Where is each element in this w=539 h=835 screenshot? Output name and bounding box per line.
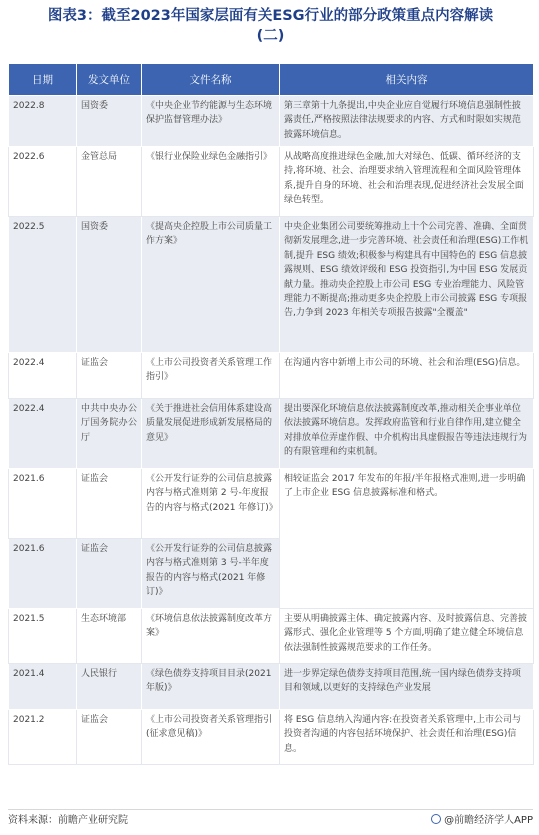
cell-org: 国资委 <box>77 217 142 353</box>
cell-content: 进一步界定绿色债券支持项目范围,统一国内绿色债券支持项目和领域,以更好的支持绿色产业发展 <box>280 664 534 710</box>
cell-content: 将 ESG 信息纳入沟通内容:在投资者关系管理中,上市公司与投资者沟通的内容包括环境保护、社会责任和治理(ESG)信息。 <box>280 710 534 765</box>
cell-date: 2022.4 <box>9 353 77 399</box>
footer <box>8 809 533 828</box>
header-org: 发文单位 <box>77 64 142 96</box>
cell-doc: 《上市公司投资者关系管理工作指引》 <box>142 353 280 399</box>
cell-content: 相较证监会 2017 年发布的年报/半年报格式准则,进一步明确了上市企业 ESG 信息披露标准和格式。 <box>280 469 534 609</box>
cell-date: 2022.4 <box>9 399 77 469</box>
cell-org: 证监会 <box>77 469 142 539</box>
policy-table <box>8 64 534 765</box>
qianzhan-logo-icon <box>431 814 441 824</box>
cell-date: 2021.2 <box>9 710 77 765</box>
cell-org: 人民银行 <box>77 664 142 710</box>
cell-doc: 《公开发行证券的公司信息披露内容与格式准则第 2 号-年度报告的内容与格式(2021 年修订)》 <box>142 469 280 539</box>
cell-org: 中共中央办公厅国务院办公厅 <box>77 399 142 469</box>
cell-org: 生态环境部 <box>77 609 142 664</box>
cell-date: 2022.6 <box>9 147 77 217</box>
table-row <box>9 147 534 217</box>
cell-doc: 《中央企业节约能源与生态环境保护监督管理办法》 <box>142 96 280 147</box>
cell-date: 2022.8 <box>9 96 77 147</box>
cell-date: 2021.4 <box>9 664 77 710</box>
cell-org: 证监会 <box>77 353 142 399</box>
table-row <box>9 399 534 469</box>
table-row <box>9 353 534 399</box>
cell-doc: 《上市公司投资者关系管理指引(征求意见稿)》 <box>142 710 280 765</box>
table-row <box>9 217 534 353</box>
table-row <box>9 609 534 664</box>
table-row <box>9 664 534 710</box>
table-header-row <box>9 64 534 96</box>
header-content: 相关内容 <box>280 64 534 96</box>
cell-date: 2021.6 <box>9 539 77 609</box>
cell-date: 2022.5 <box>9 217 77 353</box>
cell-content: 在沟通内容中新增上市公司的环境、社会和治理(ESG)信息。 <box>280 353 534 399</box>
cell-org: 国资委 <box>77 96 142 147</box>
cell-org: 证监会 <box>77 539 142 609</box>
cell-doc: 《环境信息依法披露制度改革方案》 <box>142 609 280 664</box>
table-row <box>9 469 534 539</box>
table-row <box>9 96 534 147</box>
cell-doc: 《关于推进社会信用体系建设高质量发展促进形成新发展格局的意见》 <box>142 399 280 469</box>
cell-content: 从战略高度推进绿色金融,加大对绿色、低碳、循环经济的支持,将环境、社会、治理要求纳入管理流程和全面风险管理体系,提升自身的环境、社会和治理表现,促进经济社会发展全面绿色转型。 <box>280 147 534 217</box>
cell-doc: 《提高央企控股上市公司质量工作方案》 <box>142 217 280 353</box>
cell-doc: 《绿色债券支持项目目录(2021 年版)》 <box>142 664 280 710</box>
cell-content: 中央企业集团公司要统筹推动上十个公司完善、准确、全面贯彻新发展理念,进一步完善环境、社会责任和治理(ESG)工作机制,提升 ESG 绩效;积极参与构建具有中国特色的 ESG 信息披露规则、ESG 绩效评级和 ESG 投资指引,为中国 ESG 发展贡献力量。推动央企控股上市公司 ESG 专业治理能力、风险管理能力不断提高;推动更多央企控股上市公司披露 ESG 专项报告,力争到 2023 年相关专项报告披露"全覆盖" <box>280 217 534 353</box>
title-line-1: 图表3：截至2023年国家层面有关ESG行业的部分政策重点内容解读 <box>47 8 494 24</box>
cell-date: 2021.5 <box>9 609 77 664</box>
title-line-2: (二) <box>256 28 285 44</box>
cell-doc: 《银行业保险业绿色金融指引》 <box>142 147 280 217</box>
cell-content: 主要从明确披露主体、确定披露内容、及时披露信息、完善披露形式、强化企业管理等 5 个方面,明确了建立健全环境信息依法强制性披露规范要求的工作任务。 <box>280 609 534 664</box>
table-row <box>9 710 534 765</box>
cell-date: 2021.6 <box>9 469 77 539</box>
header-doc: 文件名称 <box>142 64 280 96</box>
header-date: 日期 <box>9 64 77 96</box>
cell-org: 金管总局 <box>77 147 142 217</box>
cell-content: 提出要深化环境信息依法披露制度改革,推动相关企事业单位依法披露环境信息。发挥政府监管和行业自律作用,建立健全对排放单位弄虚作假、中介机构出具虚假报告等违法违规行为的有限管理和约束机制。 <box>280 399 534 469</box>
cell-org: 证监会 <box>77 710 142 765</box>
source-note: 资料来源：前瞻产业研究院 <box>8 815 128 826</box>
brand-label: @前瞻经济学人APP <box>444 815 533 826</box>
cell-doc: 《公开发行证券的公司信息披露内容与格式准则第 3 号-半年度报告的内容与格式(2021 年修订)》 <box>142 539 280 609</box>
brand-credit <box>431 812 533 830</box>
cell-content: 第三章第十九条提出,中央企业应自觉履行环境信息强制性披露责任,严格按照法律法规要求的内容、方式和时限如实规范披露环境信息。 <box>280 96 534 147</box>
chart-title <box>8 6 533 46</box>
